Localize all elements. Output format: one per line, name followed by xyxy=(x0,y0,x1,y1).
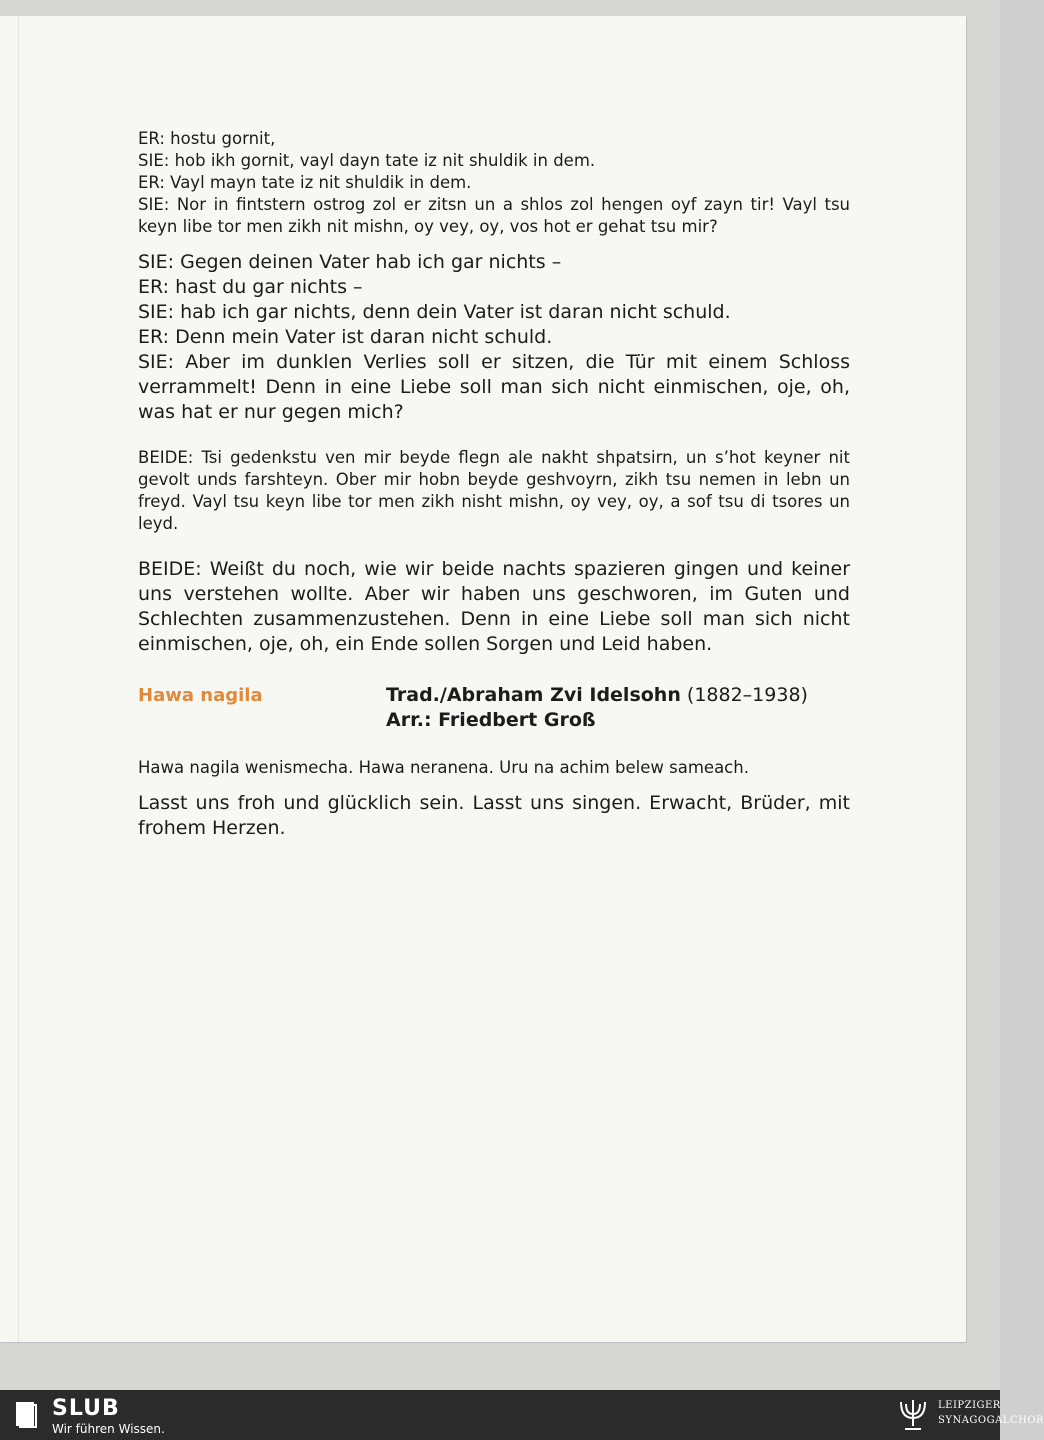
dialogue-line: ER: Denn mein Vater ist daran nicht schuld. xyxy=(138,326,553,348)
dialogue-line: ER: Vayl mayn tate iz nit shuldik in dem. xyxy=(138,173,472,192)
german-dialogue-block xyxy=(138,250,850,425)
menorah-icon xyxy=(895,1396,931,1434)
dialogue-line: SIE: Aber im dunklen Verlies soll er sitzen, die Tür mit einem Schloss verrammelt! Denn in eine Liebe soll man sich nicht einmischen, oje, oh, was hat er nur gegen mich? xyxy=(138,351,850,423)
german-duet-text: BEIDE: Weißt du noch, wie wir beide nachts spazieren gingen und keiner uns verstehen wollte. Aber wir haben uns geschworen, im Guten und Schlechten zusammenzustehen. Denn in eine Liebe soll man sich nicht einmischen, oje, oh, ein Ende sollen Sorgen und Leid haben. xyxy=(138,558,850,655)
library-footer-bar xyxy=(0,1390,1044,1440)
booklet-page xyxy=(0,16,966,1342)
slub-book-icon xyxy=(14,1399,40,1429)
song-composer-years: (1882–1938) xyxy=(686,684,808,706)
dialogue-line: ER: hast du gar nichts – xyxy=(138,276,363,298)
library-tagline: Wir führen Wissen. xyxy=(52,1422,165,1436)
choir-name-line1: LEIPZIGER xyxy=(938,1400,1001,1411)
song-arranger: Arr.: Friedbert Groß xyxy=(386,709,596,731)
dialogue-line: SIE: Gegen deinen Vater hab ich gar nichts – xyxy=(138,251,562,273)
library-name: SLUB xyxy=(52,1396,120,1421)
page-content xyxy=(138,128,850,841)
dialogue-line: SIE: hob ikh gornit, vayl dayn tate iz nit shuldik in dem. xyxy=(138,151,596,170)
dialogue-line: SIE: Nor in fintstern ostrog zol er zitsn un a shlos zol hengen oyf zayn tir! Vayl tsu keyn libe tor men zikh nit mishn, oy vey, oy, vos hot er gehat tsu mir? xyxy=(138,195,850,236)
song-header xyxy=(138,683,850,735)
song-title: Hawa nagila xyxy=(138,685,263,706)
song-composer: Trad./Abraham Zvi Idelsohn xyxy=(386,684,681,706)
song-credits xyxy=(386,683,808,733)
hebrew-lyrics: Hawa nagila wenismecha. Hawa neranena. Uru na achim belew sameach. xyxy=(138,758,749,777)
dialogue-line: ER: hostu gornit, xyxy=(138,129,276,148)
dialogue-line: SIE: hab ich gar nichts, denn dein Vater ist daran nicht schuld. xyxy=(138,301,731,323)
yiddish-dialogue-block xyxy=(138,128,850,238)
choir-name-line2: SYNAGOGALCHOR xyxy=(938,1415,1044,1426)
page-gutter-line xyxy=(18,16,19,1342)
german-translation: Lasst uns froh und glücklich sein. Lasst uns singen. Erwacht, Brüder, mit frohem Herzen. xyxy=(138,792,850,839)
yiddish-duet-text: BEIDE: Tsi gedenkstu ven mir beyde flegn ale nakht shpatsirn, un s’hot keyner nit gevolt unds farshteyn. Ober mir hobn beyde geshvoyrn, zikh tsu nemen in lebn un freyd. Vayl tsu keyn libe tor men zikh nisht mishn, oy vey, oy, a sof tsu di tsores un leyd. xyxy=(138,448,850,533)
